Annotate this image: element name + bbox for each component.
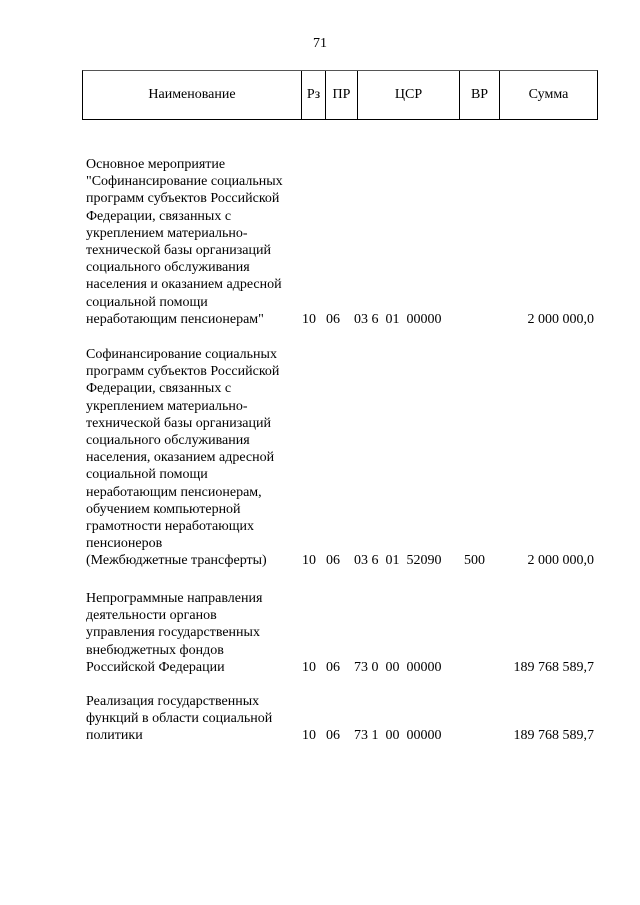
row-name-line: грамотности неработающих: [86, 519, 255, 535]
row-rz: 10: [302, 659, 316, 675]
header-vr: ВР: [459, 71, 499, 119]
row-name-line: деятельности органов: [86, 608, 217, 624]
row-name-line: программ субъектов Российской: [86, 191, 280, 207]
row-name: [86, 590, 304, 676]
header-sum: Сумма: [499, 71, 597, 119]
row-sum: 189 768 589,7: [513, 659, 594, 675]
row-pr: 06: [326, 728, 340, 744]
row-name-line: управления государственных: [86, 625, 260, 641]
row-name-line: социального обслуживания: [86, 260, 250, 276]
row-sum: 2 000 000,0: [527, 311, 594, 327]
row-name-line: неработающим пенсионерам,: [86, 484, 262, 500]
row-name-line: Федерации, связанных с: [86, 208, 232, 224]
row-name-line: функций в области социальной: [86, 711, 273, 727]
row-vr: 500: [464, 553, 485, 569]
row-name-line: внебюджетных фондов: [86, 642, 224, 658]
row-rz: 10: [302, 728, 316, 744]
row-name-line: технической базы организаций: [86, 243, 271, 259]
row-name-line: неработающим пенсионерам": [86, 311, 264, 327]
row-name-line: Федерации, связанных с: [86, 381, 232, 397]
row-name-line: населения и оказанием адресной: [86, 277, 282, 293]
row-sum: 2 000 000,0: [527, 553, 594, 569]
row-pr: 06: [326, 553, 340, 569]
header-rz: Рз: [301, 71, 325, 119]
row-name-line: (Межбюджетные трансферты): [86, 553, 267, 569]
row-name-line: социального обслуживания: [86, 433, 250, 449]
row-name-line: Российской Федерации: [86, 659, 225, 675]
row-name-line: технической базы организаций: [86, 415, 271, 431]
row-name-line: укреплением материально-: [86, 398, 248, 414]
row-pr: 06: [326, 659, 340, 675]
row-rz: 10: [302, 311, 316, 327]
page-number: 71: [313, 36, 327, 51]
row-name: [86, 693, 304, 745]
row-name-line: социальной помощи: [86, 467, 208, 483]
row-name-line: обучением компьютерной: [86, 501, 241, 517]
row-name-line: Софинансирование социальных: [86, 347, 277, 362]
row-name-line: Реализация государственных: [86, 694, 260, 709]
row-name: [86, 346, 304, 570]
row-csr: 03 6 01 52090: [354, 553, 442, 569]
header-csr: ЦСР: [357, 71, 459, 119]
header-pr: ПР: [325, 71, 357, 119]
row-csr: 73 0 00 00000: [354, 659, 442, 675]
row-name: [86, 156, 304, 328]
row-name-line: пенсионеров: [86, 536, 163, 552]
row-rz: 10: [302, 553, 316, 569]
row-name-line: "Софинансирование социальных: [86, 174, 283, 190]
row-sum: 189 768 589,7: [513, 728, 594, 744]
row-name-line: укреплением материально-: [86, 225, 248, 241]
header-name: Наименование: [148, 87, 236, 102]
row-name-line: программ субъектов Российской: [86, 364, 280, 380]
row-name-line: населения, оказанием адресной: [86, 450, 275, 466]
row-name-line: социальной помощи: [86, 294, 208, 310]
row-pr: 06: [326, 311, 340, 327]
table-header: [82, 70, 598, 120]
row-name-line: Основное мероприятие: [86, 157, 226, 172]
row-csr: 73 1 00 00000: [354, 728, 442, 744]
row-name-line: политики: [86, 728, 143, 744]
row-csr: 03 6 01 00000: [354, 311, 442, 327]
row-name-line: Непрограммные направления: [86, 591, 263, 606]
